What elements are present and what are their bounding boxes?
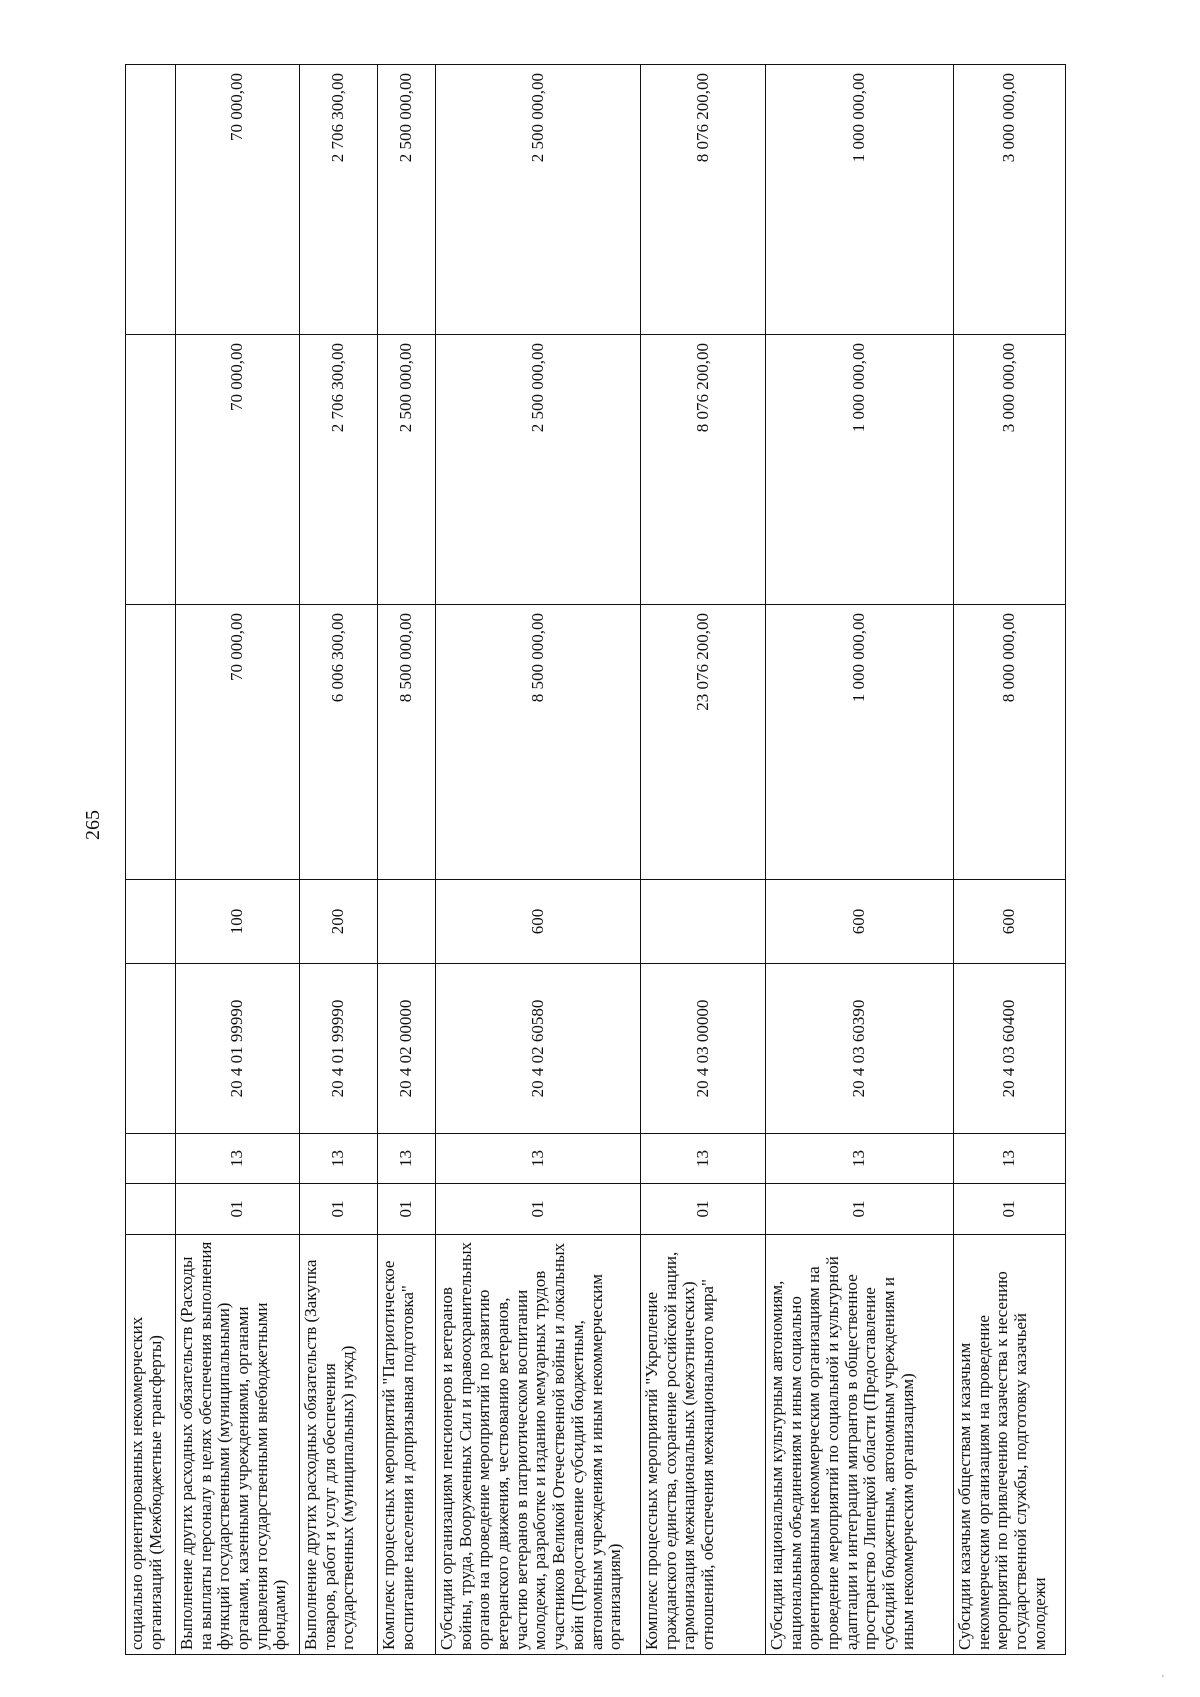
amount-year-1: 70 000,00 — [176, 335, 300, 605]
subsection-code: 13 — [766, 1134, 954, 1184]
row-description: социально ориентированных некоммерческих организаций (Межбюджетные трансферты) — [126, 1235, 176, 1655]
subsection-code: 13 — [300, 1134, 378, 1184]
section-code: 01 — [641, 1184, 766, 1235]
target-article-code: 20 4 01 99990 — [176, 964, 300, 1134]
table-row — [436, 65, 641, 1655]
amount-year-2: 2 500 000,00 — [378, 65, 436, 335]
page-number: 265 — [82, 810, 104, 840]
subsection-code: 13 — [954, 1134, 1066, 1184]
budget-table-container — [125, 65, 1065, 1655]
amount-year-1: 2 706 300,00 — [300, 335, 378, 605]
amount-year-2: 2 706 300,00 — [300, 65, 378, 335]
expense-type-code — [126, 880, 176, 964]
table-row — [954, 65, 1066, 1655]
amount-total: 1 000 000,00 — [766, 605, 954, 880]
target-article-code: 20 4 02 00000 — [378, 964, 436, 1134]
subsection-code: 13 — [378, 1134, 436, 1184]
amount-total: 6 006 300,00 — [300, 605, 378, 880]
section-code — [126, 1184, 176, 1235]
amount-year-1 — [126, 335, 176, 605]
target-article-code: 20 4 03 60400 — [954, 964, 1066, 1134]
table-row — [300, 65, 378, 1655]
table-row — [378, 65, 436, 1655]
expense-type-code: 100 — [176, 880, 300, 964]
table-row — [126, 65, 176, 1655]
row-description: Комплекс процессных мероприятий "Укрепление гражданского единства, сохранение российской нации, гармонизация межнациональных (межэтнических) отношений, обеспечения межнационального мира" — [641, 1235, 766, 1655]
subsection-code: 13 — [176, 1134, 300, 1184]
expense-type-code: 600 — [766, 880, 954, 964]
section-code: 01 — [436, 1184, 641, 1235]
amount-year-1: 8 076 200,00 — [641, 335, 766, 605]
section-code: 01 — [766, 1184, 954, 1235]
target-article-code: 20 4 01 99990 — [300, 964, 378, 1134]
subsection-code: 13 — [436, 1134, 641, 1184]
row-description: Выполнение других расходных обязательств (Закупка товаров, работ и услуг для обеспечения государственных (муниципальных) нужд) — [300, 1235, 378, 1655]
amount-year-1: 2 500 000,00 — [378, 335, 436, 605]
section-code: 01 — [378, 1184, 436, 1235]
target-article-code: 20 4 03 60390 — [766, 964, 954, 1134]
row-description: Субсидии национальным культурным автономиям, национальным объединениям и иным социально ориентированным некоммерческим организациям на проведение мероприятий по социальной и культурной адаптации и интеграции мигрантов в общественное пространство Липецкой области (Предоставление субсидий бюджетным, автономным учреждениям и иным некоммерческим организациям) — [766, 1235, 954, 1655]
section-code: 01 — [300, 1184, 378, 1235]
subsection-code: 13 — [641, 1134, 766, 1184]
row-description: Субсидии казачьим обществам и казачьим некоммерческим организациям на проведение мероприятий по привлечению казачества к несению государственной службы, подготовку казачьей молодежи — [954, 1235, 1066, 1655]
amount-year-2 — [126, 65, 176, 335]
amount-total: 8 500 000,00 — [378, 605, 436, 880]
expense-type-code — [378, 880, 436, 964]
row-description: Субсидии организациям пенсионеров и ветеранов войны, труда, Вооруженных Сил и правоохранительных органов на проведение мероприятий по развитию ветеранского движения, чествованию ветеранов, участию ветеранов в патриотическом воспитании молодежи, разработке и изданию мемуарных трудов участников Великой Отечественной войны и локальных войн (Предоставление субсидий бюджетным, автономным учреждениям и иным некоммерческим организациям) — [436, 1235, 641, 1655]
row-description: Выполнение других расходных обязательств (Расходы на выплаты персоналу в целях обеспечения выполнения функций государственными (муниципальными) органами, казенными учреждениями, органами управления государственными внебюджетными фондами) — [176, 1235, 300, 1655]
table-row — [176, 65, 300, 1655]
target-article-code: 20 4 02 60580 — [436, 964, 641, 1134]
scan-mark: ' — [1162, 1674, 1164, 1685]
amount-total: 70 000,00 — [176, 605, 300, 880]
expense-type-code: 600 — [436, 880, 641, 964]
target-article-code — [126, 964, 176, 1134]
amount-year-2: 2 500 000,00 — [436, 65, 641, 335]
amount-year-2: 70 000,00 — [176, 65, 300, 335]
section-code: 01 — [176, 1184, 300, 1235]
row-description: Комплекс процессных мероприятий "Патриотическое воспитание населения и допризывная подготовка" — [378, 1235, 436, 1655]
amount-year-1: 3 000 000,00 — [954, 335, 1066, 605]
section-code: 01 — [954, 1184, 1066, 1235]
amount-total: 23 076 200,00 — [641, 605, 766, 880]
amount-total — [126, 605, 176, 880]
table-row — [641, 65, 766, 1655]
amount-year-2: 8 076 200,00 — [641, 65, 766, 335]
budget-table — [125, 64, 1066, 1655]
amount-year-2: 3 000 000,00 — [954, 65, 1066, 335]
amount-year-2: 1 000 000,00 — [766, 65, 954, 335]
target-article-code: 20 4 03 00000 — [641, 964, 766, 1134]
subsection-code — [126, 1134, 176, 1184]
amount-year-1: 2 500 000,00 — [436, 335, 641, 605]
amount-year-1: 1 000 000,00 — [766, 335, 954, 605]
expense-type-code: 200 — [300, 880, 378, 964]
amount-total: 8 500 000,00 — [436, 605, 641, 880]
table-row — [766, 65, 954, 1655]
amount-total: 8 000 000,00 — [954, 605, 1066, 880]
expense-type-code: 600 — [954, 880, 1066, 964]
expense-type-code — [641, 880, 766, 964]
